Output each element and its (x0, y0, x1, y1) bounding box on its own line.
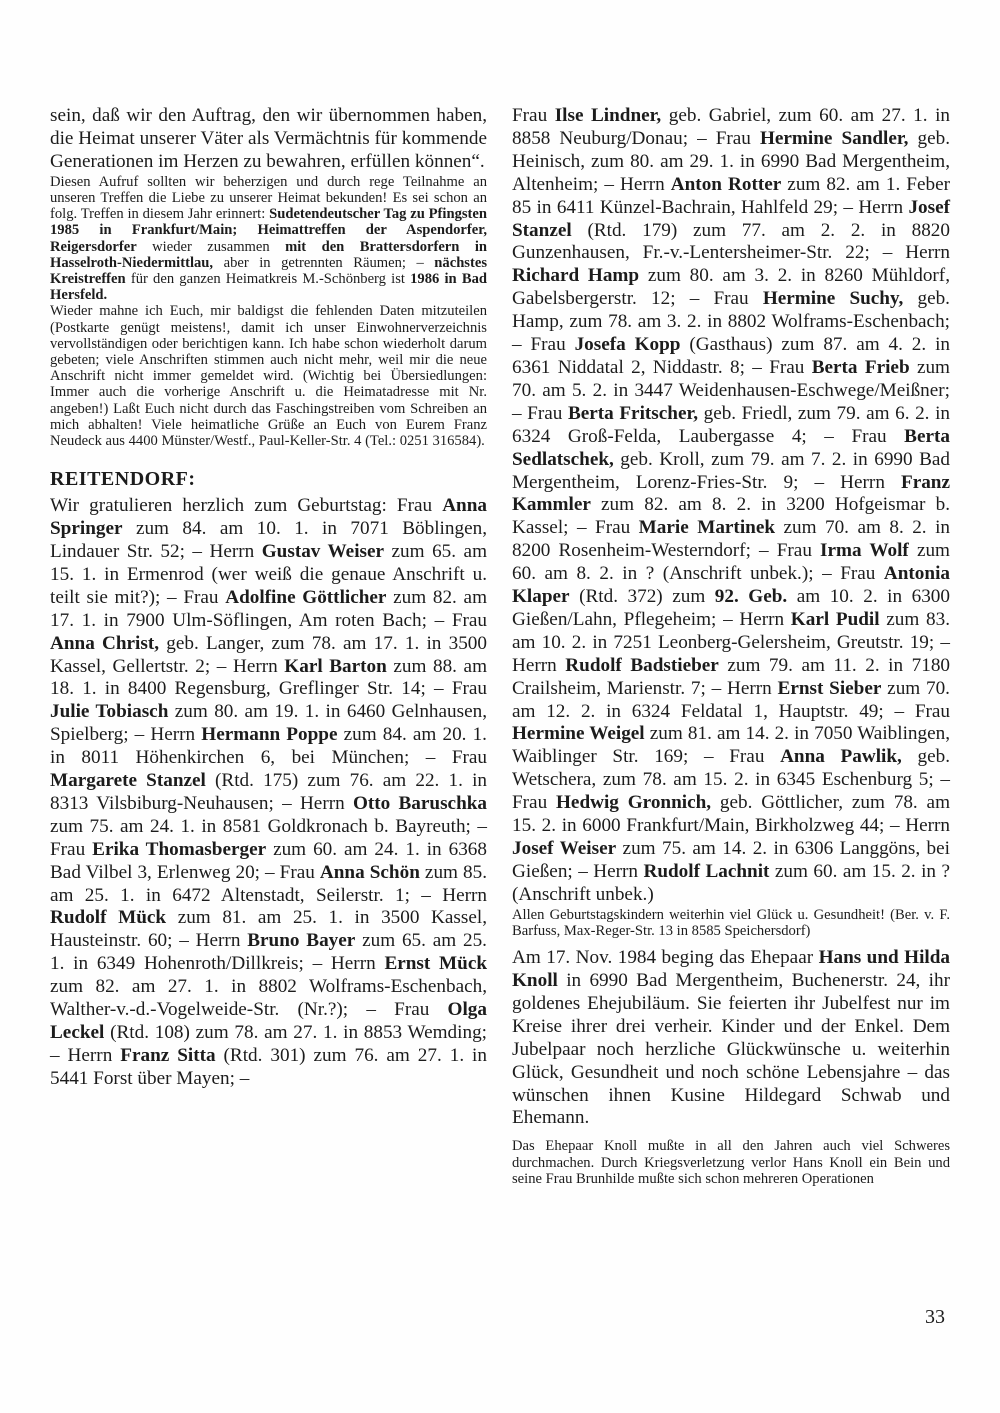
text-run: Diesen Aufruf sollten wir beherzigen und durch rege Teilnahme an unseren Treffen die Liebe zu unserer Heimat bekunden! Es sei schon an folg. Treffen in diesem Jahr erinnert: (50, 173, 487, 223)
bold-name: Bruno Bayer (247, 930, 356, 952)
text-run: zum 82. am 1. Feber 85 in 6411 Künzel-Bachrain, Hahlfeld 29; – Herrn (512, 173, 950, 218)
bold-name: Anna Christ, (50, 632, 160, 654)
text-run: zum 84. am 20. 1. in 8011 Höhenkirchen 6, bei München; – Frau (50, 724, 487, 769)
bold-name: Adolfine Göttlicher (225, 586, 387, 608)
text-run: geb. Gabriel, zum 60. am 27. 1. in 8858 Neuburg/Donau; – Frau (512, 105, 950, 149)
text-run: (Rtd. 179) zum 77. am 2. 2. in 8820 Gunzenhausen, Fr.-v.-Lentersheimer-Str. 22; – Herrn (512, 219, 950, 264)
text-run: zum 82. am 17. 1. in 7900 Ulm-Söflingen, Am roten Bach; – Frau (50, 586, 487, 631)
bold-name: Ilse Lindner, (554, 105, 662, 126)
text-run: Am 17. Nov. 1984 beging das Ehepaar (512, 947, 819, 969)
text-run: zum 70. am 8. 2. in 8200 Rosenheim-Westerndorf; – Frau (512, 517, 951, 562)
bold-name: Josef Stanzel (512, 196, 950, 241)
text-run: geb. Wetschera, zum 78. am 15. 2. in 6345 Eschenburg 5; – Frau (512, 746, 951, 814)
bold-name: Ernst Mück (384, 953, 488, 975)
left-column (50, 105, 487, 1091)
text-run: zum 85. am 25. 1. in 6472 Altenstadt, Seilerstr. 1; – Herrn (50, 861, 487, 906)
bold-name: Josefa Kopp (574, 334, 681, 356)
bold-name: Hans und Hilda Knoll (512, 947, 950, 992)
bold-name: Marie Martinek (638, 517, 776, 539)
bold-name: Hedwig Gronnich, (556, 792, 712, 814)
text-run: aber in getrennten Räumen; – (213, 254, 435, 271)
birthday-list-right (512, 105, 950, 907)
text-run: zum 60. am 15. 2. in ? (Anschrift unbek.) (512, 860, 950, 905)
intro-paragraph (50, 105, 487, 174)
bold-name: Olga Leckel (50, 999, 487, 1044)
text-run: (Rtd. 175) zum 76. am 22. 1. in 8313 Vilsbiburg-Neuhausen; – Herrn (50, 770, 487, 814)
bold-name: Julie Tobiasch (50, 701, 169, 723)
bold-name: Gustav Weiser (261, 540, 385, 562)
bold-name: Berta Fritscher, (567, 402, 699, 424)
text-run: für den ganzen Heimatkreis M.-Schönberg ist (125, 270, 411, 287)
bold-name: Hermine Weigel (512, 723, 645, 745)
appeal-paragraph (50, 174, 487, 304)
text-run: wieder zusammen (136, 238, 286, 255)
bold-name: Anton Rotter (670, 173, 782, 195)
text-run: zum 82. am 27. 1. in 8802 Wolframs-Eschenbach, Walther-v.-d.-Vogelweide-Str. (Nr.?); – Frau (50, 976, 487, 1021)
text-run: Frau (512, 105, 555, 126)
bold-name: Antonia Klaper (512, 563, 950, 608)
bold-name: Hermine Sandler, (759, 127, 909, 149)
text-run: (Rtd. 372) zum (569, 586, 715, 608)
bold-name: Josef Weiser (512, 838, 617, 859)
bold-name: Otto Baruschka (352, 792, 488, 814)
bold-name: Rudolf Badstieber (565, 654, 719, 676)
bold-name: Richard Hamp (512, 265, 640, 287)
page-number: 33 (925, 1306, 945, 1328)
text-run: zum 65. am 25. 1. in 6349 Hohenroth/Dillkreis; – Herrn (50, 930, 487, 975)
text-run: zum 83. am 10. 2. in 7251 Leonberg-Gelersheim, Greutstr. 19; – Herrn (512, 608, 951, 676)
text-run: (Rtd. 301) zum 76. am 27. 1. in 5441 Forst über Mayen; – (50, 1044, 487, 1089)
bold-name: Karl Barton (284, 655, 387, 677)
bold-name: Anna Schön (319, 861, 420, 883)
bold-name: Rudolf Mück (50, 907, 167, 929)
text-run: zum 82. am 8. 2. in 3200 Hofgeismar b. Kassel; – Frau (512, 494, 950, 539)
reminder-paragraph (50, 303, 487, 449)
text-run: zum 75. am 14. 2. in 6306 Langgöns, bei Gießen; – Herrn (512, 838, 950, 882)
text-run: am 10. 2. in 6300 Gießen/Lahn, Pflegeheim; – Herrn (512, 586, 950, 630)
text-run: geb. Langer, zum 78. am 17. 1. in 3500 Kassel, Gellertstr. 2; – Herrn (50, 632, 487, 677)
bold-name: Erika Thomasberger (92, 838, 267, 860)
text-run: zum 60. am 8. 2. in ? (Anschrift unbek.); – Frau (512, 540, 950, 585)
bold-name: Margarete Stanzel (50, 770, 206, 792)
text-run: zum 81. am 25. 1. in 3500 Kassel, Hausteinstr. 60; – Herrn (50, 907, 487, 952)
text-run: in 6990 Bad Mergentheim, Buchenerstr. 24, ihr goldenes Ehejubiläum. Sie feierten ihr Jubelfest nur im Kreise ihrer drei verheir. Kinder und der Enkel. Dem Jubelpaar noch herzliche Glückwünsche u. weiterhin Glück, Gesundheit und noch schöne Lebensjahre – das wünschen ihnen Kusine Hildegard Schwab und Ehemann. (512, 970, 950, 1129)
anniversary-note (512, 1138, 950, 1187)
bold-name: Anna Springer (50, 495, 487, 540)
text-run: geb. Friedl, zum 79. am 6. 2. in 6324 Groß-Felda, Laubergasse 4; – Frau (512, 402, 950, 447)
bold-name: 1986 in Bad Hersfeld. (50, 270, 487, 304)
bold-name: Anna Pawlik, (780, 746, 902, 768)
text-run: zum 65. am 15. 1. in Ermenrod (wer weiß die genaue Anschrift u. teilt sie mit?); – Frau (50, 540, 487, 608)
bold-name: Hermann Poppe (201, 724, 338, 746)
text-run: geb. Hamp, zum 78. am 3. 2. in 8802 Wolframs-Eschenbach; – Frau (512, 288, 950, 356)
text-run: zum 79. am 11. 2. in 7180 Crailsheim, Marienstr. 7; – Herrn (512, 654, 951, 699)
text-run: Allen Geburtstagskindern weiterhin viel Glück u. Gesundheit! (Ber. v. F. Barfuss, Max-Reger-Str. 13 in 8585 Speichersdorf) (512, 906, 950, 939)
bold-name: Rudolf Lachnit (643, 860, 770, 882)
bold-name: Berta Frieb (811, 356, 910, 378)
bold-name: Hermine Suchy, (762, 288, 904, 310)
text-run: zum 75. am 24. 1. in 8581 Goldkronach b. Bayreuth; – Frau (50, 815, 487, 860)
bold-name: Franz Sitta (120, 1044, 216, 1066)
bold-name: mit den Brattersdorfern in Hasselroth-Niedermittlau, (50, 238, 487, 271)
birthday-list-left (50, 495, 487, 1091)
text-run: sein, daß wir den Auftrag, den wir übernommen haben, die Heimat unserer Väter als Vermächtnis für kommende Generationen im Herzen zu bewahren, erfüllen können“. (50, 105, 487, 172)
bold-name: Ernst Sieber (777, 677, 882, 699)
text-run: (Rtd. 108) zum 78. am 27. 1. in 8853 Wemding; – Herrn (50, 1022, 487, 1066)
anniversary-paragraph (512, 947, 950, 1130)
bold-name: Berta Sedlatschek, (512, 425, 950, 470)
bold-name: Franz Kammler (512, 471, 950, 516)
bold-name: Sudetendeutscher Tag zu Pfingsten 1985 in Frankfurt/Main; Heimattreffen der Aspendorfer, Reigersdorfer (50, 206, 487, 255)
text-run: zum 88. am 18. 1. in 8400 Regensburg, Greflinger Str. 14; – Frau (50, 655, 487, 700)
closing-wishes (512, 907, 950, 939)
text-run: zum 84. am 10. 1. in 7071 Böblingen, Lindauer Str. 52; – Herrn (50, 518, 487, 562)
text-run: zum 80. am 19. 1. in 6460 Gelnhausen, Spielberg; – Herrn (50, 701, 487, 746)
text-run: zum 60. am 24. 1. in 6368 Bad Vilbel 3, Erlenweg 20; – Frau (50, 838, 487, 883)
text-run: zum 70. am 5. 2. in 3447 Weidenhausen-Eschwege/Meißner; – Frau (512, 356, 950, 424)
text-run: (Gasthaus) zum 87. am 4. 2. in 6361 Niddatal 2, Niddastr. 8; – Frau (512, 334, 951, 378)
text-run: geb. Kroll, zum 79. am 7. 2. in 6990 Bad Mergentheim, Lorenz-Fries-Str. 9; – Herrn (512, 448, 950, 493)
text-run: zum 81. am 14. 2. in 7050 Waiblingen, Waiblinger Str. 169; – Frau (512, 723, 951, 768)
bold-name: nächstes Kreistreffen (50, 254, 487, 287)
text-run: geb. Göttlicher, zum 78. am 15. 2. in 6000 Frankfurt/Main, Birkholzweg 44; – Herrn (512, 792, 950, 837)
right-column (512, 105, 950, 1187)
bold-name: Karl Pudil (790, 608, 880, 630)
text-run: geb. Heinisch, zum 80. am 29. 1. in 6990 Bad Mergentheim, Altenheim; – Herrn (512, 127, 950, 195)
text-run: Wir gratulieren herzlich zum Geburtstag: Frau (50, 495, 443, 517)
bold-name: 92. Geb. (714, 586, 788, 608)
text-run: zum 80. am 3. 2. in 8260 Mühldorf, Gabelsbergerstr. 12; – Frau (512, 265, 950, 310)
bold-name: Irma Wolf (820, 540, 909, 562)
section-heading-reitendorf: REITENDORF: (50, 468, 196, 491)
text-run: zum 70. am 12. 2. in 6324 Feldatal 1, Hauptstr. 49; – Frau (512, 677, 950, 722)
text-run: Wieder mahne ich Euch, mir baldigst die fehlenden Daten mitzuteilen (Postkarte genügt meistens!, damit ich unser Einwohnerverzeichnis vervollständigen oder berichtigen kann. Ich habe schon wiederholt darum gebeten; viele Anschriften stimmen auch nicht mehr, weil mir die neue Anschrift nicht immer gemeldet wird. (Wichtig bei Übersiedlungen: Immer auch die vorherige Anschrift u. die Heimatadresse mit Nr. angeben!) Laßt Euch nicht durch das Faschingstreiben vom Schreiben an mich abhalten! Viele heimatliche Grüße an Euch von Eurem Franz Neudeck aus 4400 Münster/Westf., Paul-Keller-Str. 4 (Tel.: 0251 316584). (50, 303, 487, 449)
text-run: Das Ehepaar Knoll mußte in all den Jahren auch viel Schweres durchmachen. Durch Kriegsverletzung verlor Hans Knoll ein Bein und seine Frau Brunhilde mußte sich schon mehreren Operationen (512, 1138, 950, 1187)
